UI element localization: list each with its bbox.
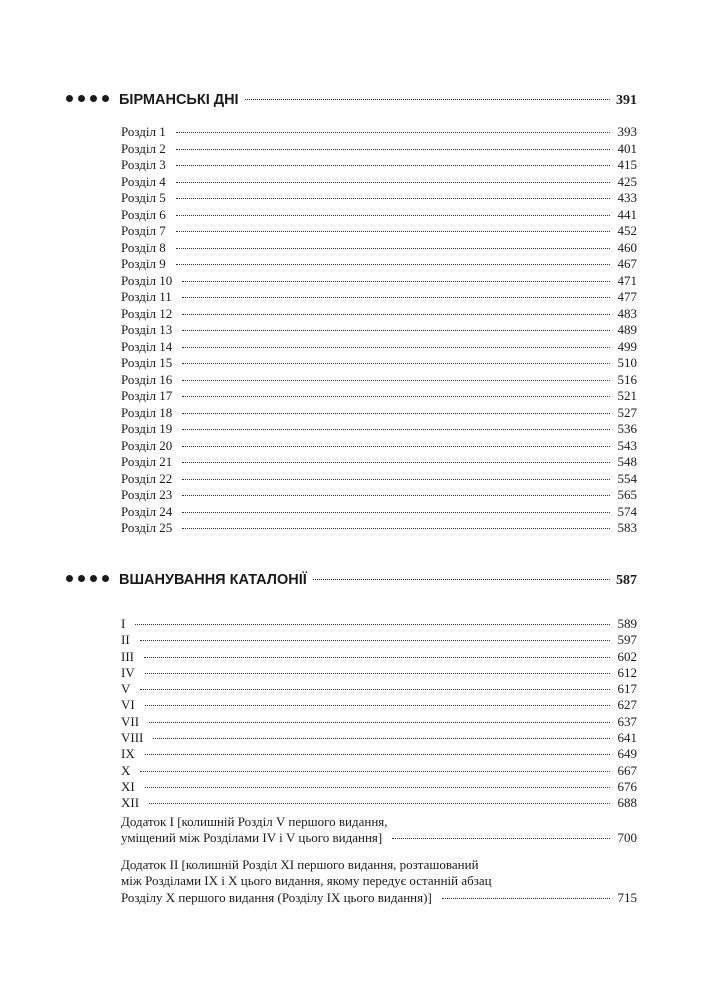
toc-entry [121, 471, 637, 488]
toc-entry [121, 504, 637, 521]
toc-section-burmese-days [0, 92, 728, 535]
toc-entry [121, 157, 637, 174]
entry-page-number: 649 [617, 746, 637, 762]
entry-page-number: 527 [617, 404, 637, 420]
entry-label: VIII [121, 730, 144, 746]
toc-entry [121, 746, 637, 762]
entry-page-number: 627 [617, 697, 637, 713]
entry-label: Розділ 3 [121, 157, 166, 172]
toc-appendix-entry [121, 814, 637, 847]
entry-label: Розділ 9 [121, 256, 166, 271]
entry-page-number: 521 [617, 388, 637, 403]
toc-entry [121, 487, 637, 504]
entry-page-number: 715 [617, 889, 637, 905]
entry-label: Розділ 4 [121, 173, 166, 189]
dot-leader [176, 231, 610, 232]
dot-leader [176, 215, 610, 216]
entry-page-number: 489 [617, 322, 637, 337]
entry-page-number: 425 [617, 173, 637, 189]
dot-leader [182, 429, 609, 430]
entry-page-number: 700 [617, 830, 637, 846]
dot-leader [176, 165, 610, 166]
toc-entry [121, 207, 637, 224]
entry-label: Розділ 2 [121, 140, 166, 156]
entry-page-number: 565 [617, 487, 637, 502]
entry-page-number: 477 [617, 289, 637, 304]
dot-leader [149, 803, 609, 804]
toc-entry [121, 665, 637, 681]
entry-label: Розділ 20 [121, 437, 173, 453]
toc-entry [121, 714, 637, 730]
entry-page-number: 483 [617, 305, 637, 321]
entry-page-number: 510 [617, 355, 637, 370]
toc-entry [121, 190, 637, 207]
entry-page-number: 460 [617, 239, 637, 255]
dot-leader [182, 330, 609, 331]
dot-leader [392, 838, 609, 839]
entry-label: Розділ 1 [121, 124, 166, 139]
entry-label: IX [121, 746, 135, 762]
entry-page-number: 583 [617, 520, 637, 535]
bullet-dots-icon [66, 95, 109, 105]
entry-label: Розділ 19 [121, 421, 173, 436]
appendix-text-line: Додаток II [колишній Розділ XI першого видання, розташований [121, 856, 479, 872]
toc-entry [121, 306, 637, 323]
toc-appendix-entry [121, 857, 637, 907]
toc-entry [121, 616, 637, 632]
dot-leader [145, 705, 610, 706]
entry-page-number: 415 [617, 157, 637, 172]
toc-entry [121, 174, 637, 191]
section-heading [0, 572, 728, 592]
toc-entry [121, 649, 637, 665]
entry-page-number: 574 [617, 503, 637, 519]
dot-leader [176, 149, 610, 150]
dot-leader [182, 347, 609, 348]
dot-leader [135, 624, 609, 625]
dot-leader [182, 314, 609, 315]
entry-label: II [121, 632, 130, 648]
entry-label: Розділ 17 [121, 388, 173, 403]
toc-entry [121, 681, 637, 697]
dot-leader [140, 771, 609, 772]
entry-label: Розділ 15 [121, 355, 173, 370]
toc-entry [121, 273, 637, 290]
dot-leader [176, 132, 610, 133]
entry-page-number: 467 [617, 256, 637, 271]
entry-page-number: 452 [617, 223, 637, 238]
section-page-number: 587 [616, 573, 637, 588]
dot-leader [149, 722, 609, 723]
entry-label: VI [121, 697, 135, 713]
bullet-dots-icon [66, 575, 109, 585]
toc-entry [121, 730, 637, 746]
entry-label: X [121, 762, 131, 778]
entry-label: Розділ 11 [121, 289, 172, 304]
entry-label: Розділ 5 [121, 190, 166, 205]
entry-page-number: 602 [617, 648, 637, 664]
toc-entry [121, 795, 637, 811]
toc-entry [121, 520, 637, 537]
entry-page-number: 676 [617, 778, 637, 794]
dot-leader [182, 363, 609, 364]
dot-leader [442, 898, 610, 899]
toc-entry [121, 763, 637, 779]
entry-list [121, 616, 637, 906]
entry-label: Розділ 8 [121, 239, 166, 255]
toc-section-homage-to-catalonia [0, 572, 728, 905]
dot-leader [176, 198, 610, 199]
dot-leader [182, 281, 609, 282]
entry-label: Розділ 22 [121, 470, 173, 486]
dot-leader [182, 413, 609, 414]
entry-label: Розділ 14 [121, 338, 173, 354]
entry-label: VII [121, 713, 140, 729]
entry-page-number: 471 [617, 272, 637, 288]
dot-leader [313, 579, 610, 580]
toc-entry [121, 779, 637, 795]
dot-leader [176, 248, 610, 249]
entry-page-number: 688 [617, 795, 637, 811]
entry-page-number: 637 [617, 713, 637, 729]
entry-page-number: 499 [617, 338, 637, 354]
toc-entry [121, 256, 637, 273]
appendix-text-line: уміщений між Розділами IV і V цього видання] [121, 830, 383, 846]
entry-label: Розділ 12 [121, 305, 173, 321]
dot-leader [182, 297, 610, 298]
entry-label: Розділ 10 [121, 272, 173, 288]
entry-label: Розділ 13 [121, 322, 173, 337]
entry-page-number: 597 [617, 632, 637, 648]
toc-entry [121, 454, 637, 471]
dot-leader [182, 462, 609, 463]
toc-entry [121, 339, 637, 356]
entry-label: Розділ 24 [121, 503, 173, 519]
entry-label: V [121, 681, 131, 697]
dot-leader [182, 380, 609, 381]
entry-page-number: 589 [617, 616, 637, 631]
dot-leader [182, 479, 609, 480]
entry-label: III [121, 648, 134, 664]
section-title: БІРМАНСЬКІ ДНІ [119, 92, 239, 108]
dot-leader [182, 495, 609, 496]
entry-label: Розділ 18 [121, 404, 173, 420]
entry-page-number: 393 [617, 124, 637, 139]
entry-page-number: 641 [617, 730, 637, 746]
dot-leader [182, 528, 609, 529]
toc-entry [121, 355, 637, 372]
entry-label: Розділ 21 [121, 454, 173, 469]
dot-leader [176, 264, 610, 265]
entry-page-number: 667 [617, 762, 637, 778]
toc-entry [121, 421, 637, 438]
appendix-text-line: між Розділами IX і X цього видання, якому передує останній абзац [121, 873, 492, 889]
entry-page-number: 516 [617, 371, 637, 387]
dot-leader [140, 689, 609, 690]
dot-leader [144, 657, 610, 658]
entry-page-number: 554 [617, 470, 637, 486]
appendix-text-line: Розділу X першого видання (Розділу IX цього видання)] [121, 889, 432, 905]
toc-entry [121, 697, 637, 713]
entry-label: IV [121, 664, 135, 680]
entry-label: XII [121, 795, 140, 811]
entry-page-number: 548 [617, 454, 637, 469]
toc-entry [121, 405, 637, 422]
toc-entry [121, 289, 637, 306]
section-page-number: 391 [616, 93, 637, 108]
toc-entry [121, 141, 637, 158]
dot-leader [176, 182, 610, 183]
toc-entry [121, 223, 637, 240]
section-title: ВШАНУВАННЯ КАТАЛОНІЇ [119, 572, 307, 588]
entry-page-number: 612 [617, 664, 637, 680]
appendix-text-line: Додаток I [колишній Розділ V першого видання, [121, 813, 388, 829]
toc-entry [121, 438, 637, 455]
entry-page-number: 401 [617, 140, 637, 156]
dot-leader [182, 446, 609, 447]
toc-entry [121, 124, 637, 141]
toc-entry [121, 372, 637, 389]
entry-page-number: 536 [617, 421, 637, 436]
dot-leader [153, 738, 609, 739]
dot-leader [145, 787, 610, 788]
entry-label: Розділ 23 [121, 487, 173, 502]
entry-page-number: 441 [617, 206, 637, 222]
dot-leader [245, 99, 610, 100]
section-heading [0, 92, 728, 112]
toc-entry [121, 632, 637, 648]
entry-label: Розділ 25 [121, 520, 173, 535]
toc-entry [121, 322, 637, 339]
dot-leader [145, 673, 610, 674]
dot-leader [182, 396, 609, 397]
entry-page-number: 543 [617, 437, 637, 453]
entry-label: Розділ 6 [121, 206, 166, 222]
entry-page-number: 617 [617, 681, 637, 697]
toc-entry [121, 240, 637, 257]
dot-leader [140, 640, 610, 641]
entry-label: Розділ 16 [121, 371, 173, 387]
toc-entry [121, 388, 637, 405]
dot-leader [145, 754, 610, 755]
entry-label: I [121, 616, 126, 631]
entry-label: XI [121, 778, 135, 794]
entry-label: Розділ 7 [121, 223, 166, 238]
entry-page-number: 433 [617, 190, 637, 205]
dot-leader [182, 512, 609, 513]
entry-list [121, 124, 637, 537]
